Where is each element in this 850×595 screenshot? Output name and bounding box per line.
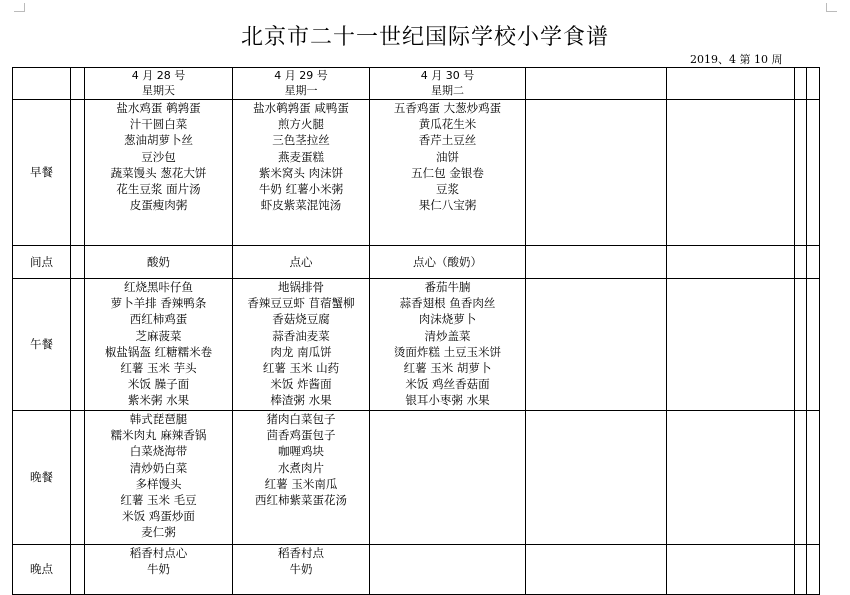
narrow-column-cell (71, 279, 85, 411)
meal-name-cell: 晚点 (13, 545, 71, 595)
meal-row (13, 246, 820, 279)
narrow-column-cell (807, 246, 820, 279)
narrow-column-cell (795, 100, 807, 246)
narrow-column-cell (795, 279, 807, 411)
menu-item: 牛奶 红薯小米粥 (258, 182, 344, 197)
menu-item: 煎方火腿 (278, 117, 324, 132)
empty-day-cell (667, 100, 795, 246)
menu-item: 肉沫烧萝卜 (418, 312, 477, 327)
day-weekday: 星期天 (142, 84, 175, 97)
menu-item: 红薯 玉米 芋头 (120, 361, 197, 376)
narrow-column-cell (807, 68, 820, 100)
narrow-column-cell (795, 246, 807, 279)
empty-day-cell (526, 246, 667, 279)
menu-item: 紫米粥 水果 (127, 393, 190, 408)
narrow-column-cell (71, 411, 85, 545)
day-date: 4 月 30 号 (420, 69, 475, 82)
menu-item: 牛奶 (147, 562, 170, 577)
menu-item: 地锅排骨 (278, 280, 324, 294)
menu-item: 芝麻菠菜 (135, 328, 182, 343)
menu-item: 水煮肉片 (278, 460, 324, 475)
menu-cell (233, 279, 370, 411)
menu-item: 红烧黑咔仔鱼 (124, 280, 193, 294)
menu-item: 蔬菜馒头 葱花大饼 (110, 165, 207, 180)
page-corner-mark (14, 3, 25, 12)
menu-cell (85, 100, 233, 246)
meal-name-cell: 早餐 (13, 100, 71, 246)
menu-item: 多样馒头 (135, 476, 182, 491)
menu-item: 酸奶 (147, 254, 170, 269)
menu-item: 蒜香翅根 鱼香肉丝 (399, 296, 496, 311)
empty-day-cell (667, 246, 795, 279)
narrow-column-cell (795, 411, 807, 545)
menu-item: 糯米肉丸 麻辣香锅 (110, 428, 207, 443)
day-weekday: 星期二 (431, 84, 464, 97)
menu-item: 韩式琵琶腿 (129, 412, 188, 426)
menu-cell (85, 279, 233, 411)
narrow-column-cell (71, 100, 85, 246)
menu-cell (370, 411, 526, 545)
menu-item: 椒盐锅盔 红糖糯米卷 (104, 344, 213, 359)
menu-item: 肉龙 南瓜饼 (270, 344, 332, 359)
empty-day-cell (526, 279, 667, 411)
menu-item: 三色茎拉丝 (272, 133, 330, 148)
menu-item: 红薯 玉米 胡萝卜 (403, 361, 492, 376)
menu-item: 盐水鸡蛋 鹌鹑蛋 (116, 101, 201, 115)
header-meal-cell (13, 68, 71, 100)
menu-item: 皮蛋瘦肉粥 (129, 198, 188, 213)
menu-item: 汁干圆白菜 (129, 117, 188, 132)
menu-cell (233, 100, 370, 246)
narrow-column-cell (807, 100, 820, 246)
menu-cell (370, 246, 526, 279)
menu-cell (370, 279, 526, 411)
menu-item: 西红柿鸡蛋 (129, 312, 188, 327)
menu-item: 燕麦蛋糕 (278, 149, 324, 164)
menu-item: 红薯 玉米南瓜 (264, 476, 338, 491)
menu-item: 茴香鸡蛋包子 (266, 428, 336, 443)
menu-item: 西红柿紫菜蛋花汤 (255, 493, 347, 508)
menu-item: 五香鸡蛋 大葱炒鸡蛋 (393, 101, 502, 115)
menu-item: 米饭 鸡丝香菇面 (405, 377, 490, 392)
menu-item: 盐水鹌鹑蛋 咸鸭蛋 (253, 101, 349, 115)
narrow-column-cell (807, 279, 820, 411)
menu-item: 花生豆浆 面片汤 (116, 182, 201, 197)
meal-name-cell: 午餐 (13, 279, 71, 411)
narrow-column-cell (807, 411, 820, 545)
menu-item: 红薯 玉米 毛豆 (120, 493, 197, 508)
menu-table (12, 67, 820, 595)
menu-item: 棒渣粥 水果 (270, 393, 332, 408)
menu-item: 蒜香油麦菜 (272, 328, 330, 343)
empty-day-cell (667, 411, 795, 545)
page-corner-mark (826, 3, 837, 12)
menu-item: 香辣豆豆虾 苜蓿蟹柳 (247, 296, 355, 311)
menu-item: 果仁八宝粥 (418, 198, 477, 213)
menu-item: 米饭 鸡蛋炒面 (122, 509, 195, 524)
week-label: 2019、4 第 10 周 (690, 53, 783, 66)
meal-row (13, 411, 820, 545)
header-row (13, 68, 820, 100)
menu-item: 麦仁粥 (141, 525, 176, 540)
menu-item: 豆浆 (436, 182, 459, 197)
menu-item: 稻香村点 (278, 546, 324, 560)
narrow-column-cell (71, 68, 85, 100)
day-header-cell (233, 68, 370, 100)
menu-cell (85, 246, 233, 279)
day-date: 4 月 28 号 (131, 69, 186, 82)
menu-item: 香芹土豆丝 (418, 133, 477, 148)
menu-item: 五仁包 金银卷 (411, 165, 484, 180)
menu-item: 清炒奶白菜 (129, 460, 188, 475)
menu-item: 葱油胡萝卜丝 (124, 133, 193, 148)
menu-item: 油饼 (436, 149, 459, 164)
menu-item: 红薯 玉米 山药 (262, 361, 340, 376)
meal-name-cell: 晚餐 (13, 411, 71, 545)
meal-name-cell: 间点 (13, 246, 71, 279)
menu-item: 银耳小枣粥 水果 (405, 393, 490, 408)
empty-day-cell (667, 68, 795, 100)
meal-row (13, 100, 820, 246)
menu-cell (233, 411, 370, 545)
day-date: 4 月 29 号 (274, 69, 328, 82)
menu-item: 稻香村点心 (129, 546, 188, 560)
menu-item: 米饭 臊子面 (127, 377, 190, 392)
empty-day-cell (526, 411, 667, 545)
menu-item: 猪肉白菜包子 (266, 412, 336, 426)
menu-item: 番茄牛腩 (424, 280, 471, 294)
menu-item: 米饭 炸酱面 (270, 377, 332, 392)
narrow-column-cell (71, 246, 85, 279)
menu-item: 清炒盖菜 (424, 328, 471, 343)
day-weekday: 星期一 (284, 84, 318, 97)
day-header-cell (370, 68, 526, 100)
day-header-cell (85, 68, 233, 100)
narrow-column-cell (795, 68, 807, 100)
menu-cell (233, 246, 370, 279)
menu-cell (370, 100, 526, 246)
menu-item: 黄瓜花生米 (418, 117, 477, 132)
empty-day-cell (526, 68, 667, 100)
menu-item: 香菇烧豆腐 (272, 312, 330, 327)
menu-item: 点心（酸奶） (413, 254, 482, 269)
empty-day-cell (667, 279, 795, 411)
menu-item: 点心 (289, 254, 313, 269)
menu-item: 豆沙包 (141, 149, 176, 164)
menu-item: 牛奶 (289, 562, 313, 577)
menu-item: 烫面炸糕 土豆玉米饼 (393, 344, 502, 359)
menu-item: 萝卜羊排 香辣鸭条 (110, 296, 207, 311)
page-title: 北京市二十一世纪国际学校小学食谱 (240, 25, 609, 50)
menu-cell (85, 411, 233, 545)
menu-item: 咖喱鸡块 (278, 444, 324, 459)
meal-row (13, 279, 820, 411)
menu-item: 虾皮紫菜混饨汤 (260, 198, 342, 213)
empty-day-cell (526, 100, 667, 246)
menu-item: 紫米窝头 肉沫饼 (258, 165, 344, 180)
menu-item: 白菜烧海带 (129, 444, 188, 459)
